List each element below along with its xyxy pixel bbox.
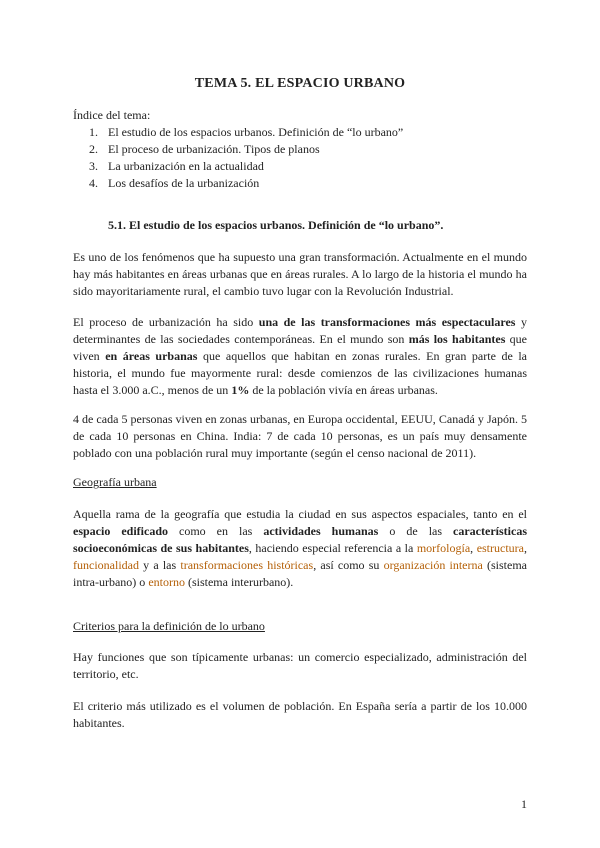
- paragraph-criterion: El criterio más utilizado es el volumen de población. En España sería a partir de los 10.000 habitantes.: [73, 699, 527, 730]
- paragraph-geografia: Aquella rama de la geografía que estudia la ciudad en sus aspectos espaciales, tanto en el espacio edificado como en las actividades humanas o de las características socioeconómicas de sus habitantes, haciendo especial referencia a la morfología, estructura, funcionalidad y a las transformaciones históricas, así como su organización interna (sistema intra-urbano) o entorno (sistema interurbano).: [73, 507, 527, 589]
- paragraph-process: El proceso de urbanización ha sido una de las transformaciones más espectaculares y determinantes de las sociedades contemporáneas. En el mundo son más los habitantes que viven en áreas urbanas que aquellos que habitan en zonas rurales. En gran parte de la historia, el mundo fue mayormente rural: desde comienzos de las civilizaciones humanas hasta el 3.000 a.C., menos de un 1% de la población vivía en áreas urbanas.: [73, 315, 528, 397]
- paragraph-statistics: 4 de cada 5 personas viven en zonas urbanas, en Europa occidental, EEUU, Canadá y Japón. 5 de cada 10 personas en China. India: 7 de cada 10 personas, es un país muy densamente poblado con una población rural muy importante (según el censo nacional de 2011).: [73, 412, 527, 460]
- list-item: 2. El proceso de urbanización. Tipos de planos: [89, 142, 320, 156]
- subheading-geografia: Geografía urbana: [73, 475, 157, 489]
- list-item: 1. El estudio de los espacios urbanos. Definición de “lo urbano”: [89, 125, 404, 139]
- list-item: 4. Los desafíos de la urbanización: [89, 176, 260, 190]
- page-title: TEMA 5. EL ESPACIO URBANO: [194, 76, 406, 91]
- list-item: 3. La urbanización en la actualidad: [89, 159, 264, 173]
- section-heading: 5.1. El estudio de los espacios urbanos. Definición de “lo urbano”.: [108, 218, 444, 232]
- paragraph-intro: Es uno de los fenómenos que ha supuesto una gran transformación. Actualmente en el mundo hay más habitantes en áreas urbanas que en áreas rurales. A lo largo de la historia el mundo ha sido mayoritariamente rural, el cambio tuvo lugar con la Revolución Industrial.: [73, 250, 527, 298]
- page-number: 1: [521, 797, 527, 811]
- paragraph-functions: Hay funciones que son típicamente urbanas: un comercio especializado, administración del territorio, etc.: [73, 650, 527, 681]
- subheading-criterios: Criterios para la definición de lo urbano: [73, 619, 265, 633]
- index-label: Índice del tema:: [73, 108, 151, 122]
- index-list: [89, 124, 403, 192]
